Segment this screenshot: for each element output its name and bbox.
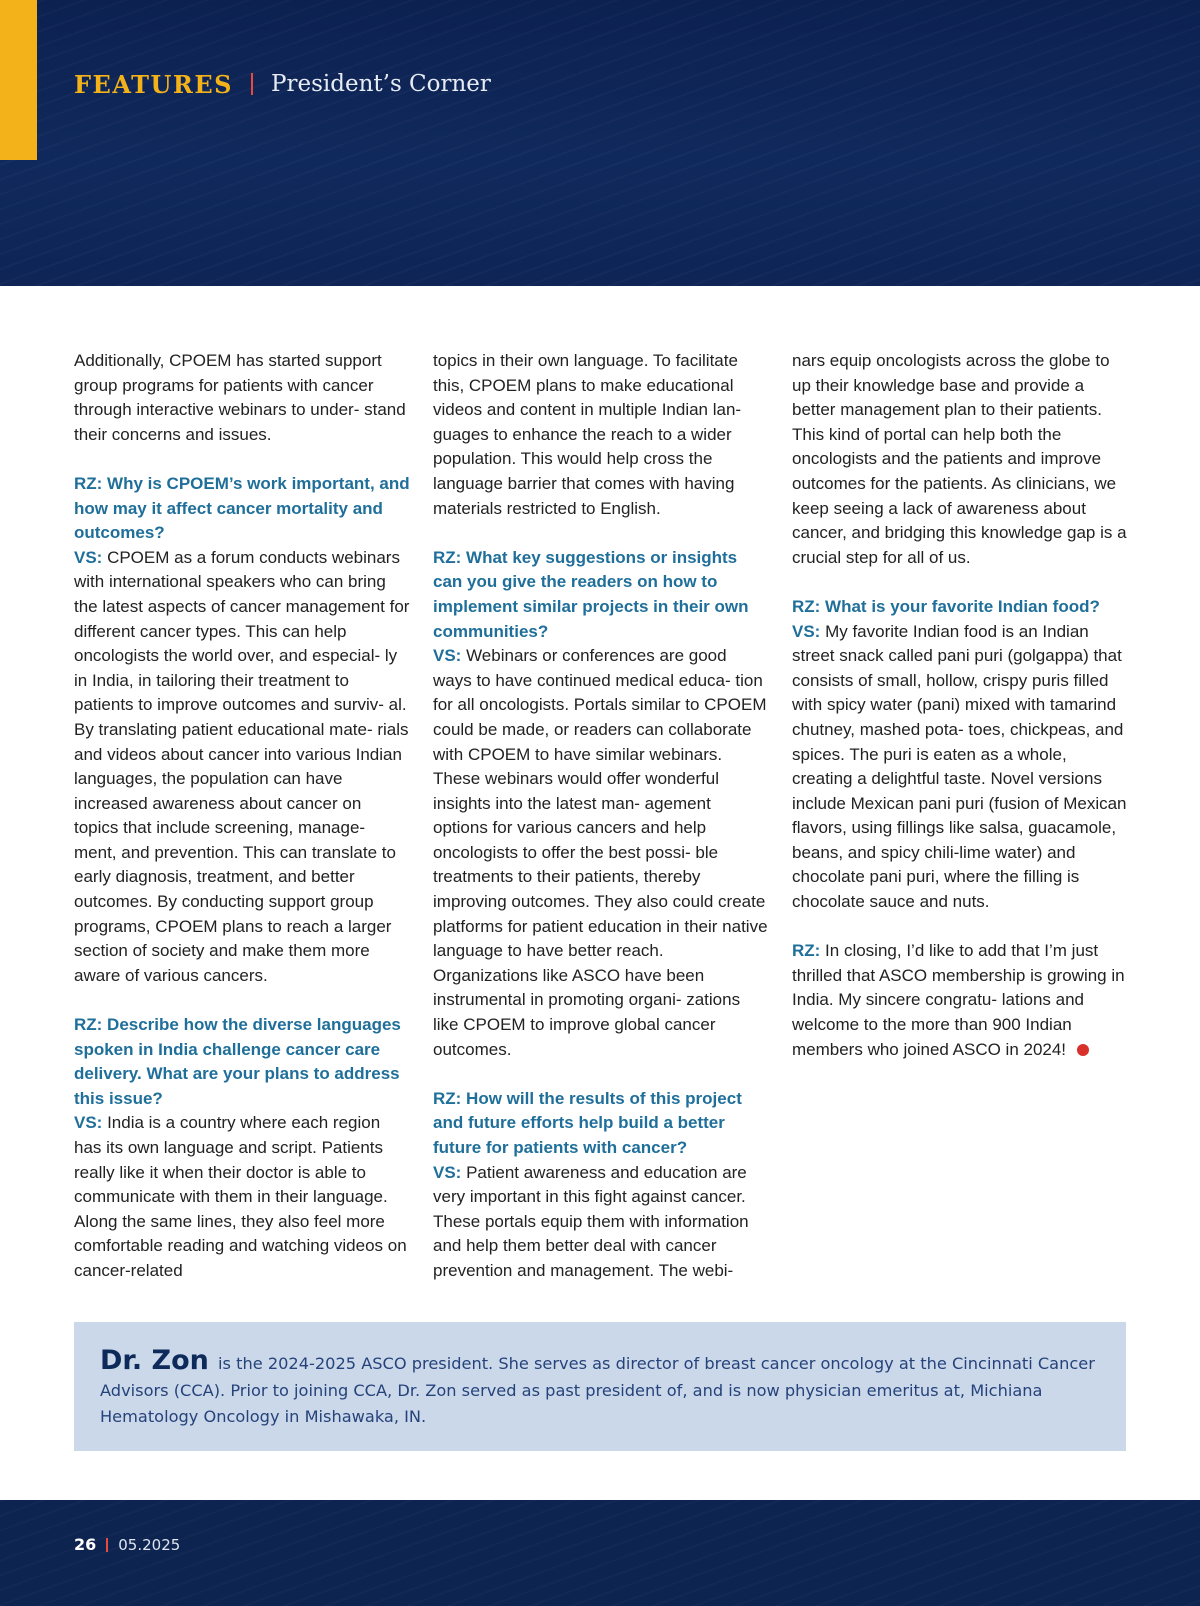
qa-block: [433, 1087, 769, 1284]
question: RZ: Describe how the diverse languages spoken in India challenge cancer care delivery. What are your plans to address this issue?: [74, 1015, 401, 1108]
qa-block: [74, 1013, 410, 1284]
closing-text: In closing, I’d like to add that I’m just thrilled that ASCO membership is growing in India. My sincere congratu- lations and welcome to the more than 900 Indian members who joined ASCO in 2024!: [792, 941, 1125, 1059]
page-number: 26: [74, 1535, 97, 1554]
speaker-label: VS:: [74, 547, 103, 567]
qa-block: [74, 472, 410, 988]
qa-block: [792, 595, 1128, 915]
speaker-label: VS:: [433, 646, 462, 666]
author-bio-box: [74, 1322, 1126, 1451]
footer-separator: [106, 1538, 108, 1552]
article-column-2: [433, 349, 769, 1308]
question: RZ: Why is CPOEM’s work important, and how may it affect cancer mortality and outcomes?: [74, 473, 410, 543]
footer-band: [0, 1500, 1200, 1606]
page-footer: [74, 1535, 180, 1554]
answer: Patient awareness and education are very important in this fight against cancer. These portals equip them with information and help them better deal with cancer prevention and management. The webi-: [433, 1162, 749, 1280]
qa-block: [433, 546, 769, 1062]
section-subtitle: President’s Corner: [271, 71, 491, 97]
question: RZ: How will the results of this project and future efforts help build a better future for patients with cancer?: [433, 1088, 742, 1157]
paragraph: Additionally, CPOEM has started support group programs for patients with cancer through interactive webinars to under- stand their concerns and issues.: [74, 351, 406, 444]
answer: CPOEM as a forum conducts webinars with international speakers who can bring the latest aspects of cancer management for different cancer types. This can help oncologists the world over, and especial- ly in India, in tailoring their treatment to patients to improve outcomes and surviv- al. By translating patient educational mate- rials and videos about cancer into various Indian languages, the population can have increased awareness about cancer on topics that include screening, manage- ment, and prevention. This can translate to early diagnosis, treatment, and better outcomes. By conducting support group programs, CPOEM plans to reach a larger section of society and make them more aware of various cancers.: [74, 547, 410, 985]
end-of-article-dot-icon: [1077, 1044, 1089, 1056]
answer: Webinars or conferences are good ways to have continued medical educa- tion for all oncologists. Portals similar to CPOEM could be made, or readers can collaborate with CPOEM to have similar webinars. These webinars would offer wonderful insights into the latest man- agement options for various cancers and help oncologists to offer the best possi- ble treatments to their patients, thereby improving outcomes. They also could create platforms for patient education in their native language to have better reach. Organizations like ASCO have been instrumental in promoting organi- zations like CPOEM to improve global cancer outcomes.: [433, 646, 768, 1059]
issue-date: 05.2025: [118, 1535, 181, 1554]
closing-block: [792, 939, 1128, 1062]
title-separator: [251, 73, 253, 95]
article-column-3: [792, 349, 1128, 1087]
question: RZ: What is your favorite Indian food?: [792, 596, 1100, 616]
header-accent-bar: [0, 0, 37, 160]
speaker-label: VS:: [433, 1162, 462, 1182]
paragraph: topics in their own language. To facilitate this, CPOEM plans to make educational videos and content in multiple Indian lan- guages to enhance the reach to a wider population. This would help cross the language barrier that comes with having materials restricted to English.: [433, 351, 742, 518]
speaker-label: VS:: [74, 1113, 103, 1133]
header-banner: [0, 0, 1200, 286]
bio-name: Dr. Zon: [100, 1345, 209, 1376]
bio-text: is the 2024-2025 ASCO president. She serves as director of breast cancer oncology at the Cincinnati Cancer Advisors (CCA). Prior to joining CCA, Dr. Zon served as past president of, and is now physician emeritus at, Michiana Hematology Oncology in Mishawaka, IN.: [100, 1354, 1095, 1427]
answer: My favorite Indian food is an Indian street snack called pani puri (golgappa) that consists of small, hollow, crispy puris filled with spicy water (pani) mixed with tamarind chutney, mashed pota- toes, chickpeas, and spices. The puri is eaten as a whole, creating a delightful taste. Novel versions include Mexican pani puri (fusion of Mexican flavors, using fillings like salsa, guacamole, beans, and spicy chili-lime water) and chocolate pani puri, where the filling is chocolate sauce and nuts.: [792, 621, 1127, 912]
speaker-label: VS:: [792, 621, 821, 641]
speaker-label: RZ:: [792, 941, 821, 961]
article-column-1: [74, 349, 410, 1308]
question: RZ: What key suggestions or insights can you give the readers on how to implement similar projects in their own communities?: [433, 547, 749, 641]
answer: India is a country where each region has its own language and script. Patients really like it when their doctor is able to communicate with them in their language. Along the same lines, they also feel more comfortable reading and watching videos on cancer-related: [74, 1113, 407, 1280]
header-title: [74, 64, 491, 104]
section-label: FEATURES: [74, 69, 233, 99]
paragraph: nars equip oncologists across the globe to up their knowledge base and provide a better management plan to their patients. This kind of portal can help both the oncologists and the patients and improve outcomes for the patients. As clinicians, we keep seeing a lack of awareness about cancer, and bridging this knowledge gap is a crucial step for all of us.: [792, 351, 1127, 567]
